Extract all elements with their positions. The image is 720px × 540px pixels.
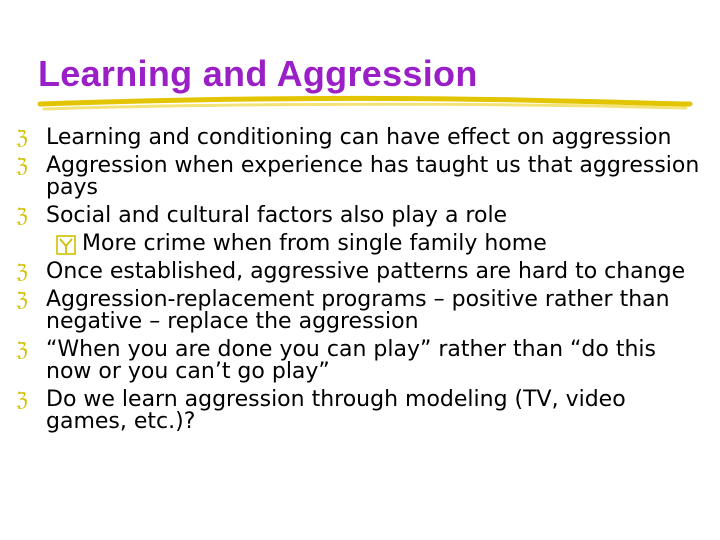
bullet-text: Once established, aggressive patterns are hard to change xyxy=(46,259,686,284)
y-box-bullet-icon xyxy=(56,235,76,255)
bullet-item xyxy=(16,261,706,283)
z-bullet-icon: ℨ xyxy=(16,155,28,177)
bullet-text: Social and cultural factors also play a role xyxy=(46,203,508,228)
bullet-text: Do we learn aggression through modeling (TV, video games, etc.)? xyxy=(46,387,626,434)
bullet-text: Aggression when experience has taught us that aggression pays xyxy=(46,153,700,200)
z-bullet-icon: ℨ xyxy=(16,127,28,149)
sub-bullet-item xyxy=(16,233,706,255)
bullet-text: Aggression-replacement programs – positive rather than negative – replace the aggression xyxy=(46,287,670,334)
bullet-item xyxy=(16,127,706,149)
z-bullet-icon: ℨ xyxy=(16,205,28,227)
bullet-text: Learning and conditioning can have effect on aggression xyxy=(46,125,672,150)
bullet-item xyxy=(16,389,706,433)
z-bullet-icon: ℨ xyxy=(16,339,28,361)
bullet-list xyxy=(16,127,706,439)
z-bullet-icon: ℨ xyxy=(16,289,28,311)
slide-title: Learning and Aggression xyxy=(38,53,478,94)
bullet-item xyxy=(16,339,706,383)
bullet-text: “When you are done you can play” rather than “do this now or you can’t go play” xyxy=(46,337,656,384)
bullet-item xyxy=(16,289,706,333)
bullet-item xyxy=(16,155,706,199)
sub-bullet-text: More crime when from single family home xyxy=(82,231,547,256)
bullet-item xyxy=(16,205,706,227)
z-bullet-icon: ℨ xyxy=(16,389,28,411)
z-bullet-icon: ℨ xyxy=(16,261,28,283)
